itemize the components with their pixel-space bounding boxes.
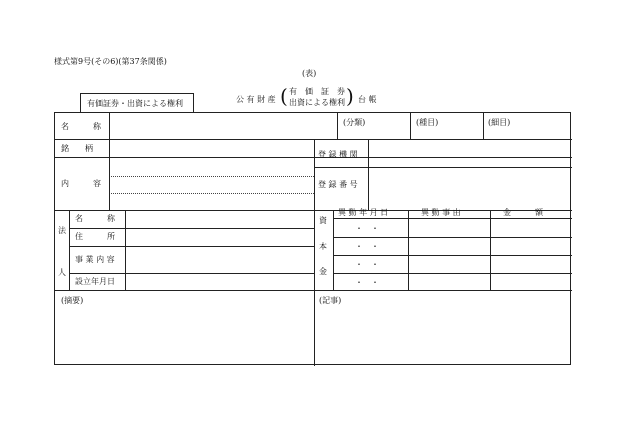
title-left: 公 有 財 産 bbox=[236, 95, 276, 104]
tab-label: 有価証券・出資による権利 bbox=[87, 99, 183, 108]
registry-org-label: 登 録 機 関 bbox=[318, 150, 358, 159]
registry-number-label: 登 録 番 号 bbox=[318, 180, 358, 189]
amount-header: 金 額 bbox=[503, 208, 543, 217]
date-placeholder: ・ ・ bbox=[355, 224, 379, 233]
change-date-header: 異 動 年 月 日 bbox=[338, 208, 389, 217]
rule bbox=[337, 113, 338, 139]
date-placeholder: ・ ・ bbox=[355, 260, 379, 269]
title-right: 台 帳 bbox=[358, 95, 377, 104]
rule bbox=[314, 139, 315, 366]
summary-label: (摘要) bbox=[61, 296, 84, 305]
content-label: 内 容 bbox=[61, 179, 101, 188]
capital-side-1: 資 bbox=[319, 216, 327, 225]
classification-label: (分類) bbox=[343, 118, 366, 127]
rule bbox=[69, 273, 314, 274]
rule bbox=[333, 210, 334, 290]
dotted-rule bbox=[109, 176, 314, 177]
title-alt-bottom: 出資による権利 bbox=[289, 98, 345, 107]
form-tab bbox=[80, 93, 194, 112]
rule bbox=[109, 113, 110, 210]
corporation-side-bottom: 人 bbox=[58, 268, 66, 277]
rule bbox=[314, 167, 572, 168]
rule bbox=[368, 139, 369, 210]
corporation-side-top: 法 bbox=[58, 226, 66, 235]
date-placeholder: ・ ・ bbox=[355, 278, 379, 287]
date-placeholder: ・ ・ bbox=[355, 242, 379, 251]
capital-side-3: 金 bbox=[319, 267, 327, 276]
rule bbox=[333, 255, 572, 256]
form-number: 様式第9号(その6)(第37条関係) bbox=[54, 57, 167, 66]
name-label: 名 称 bbox=[61, 122, 101, 131]
title-paren-close: ) bbox=[346, 84, 354, 108]
type-label: (種目) bbox=[416, 118, 439, 127]
brand-label: 銘 柄 bbox=[61, 144, 93, 153]
rule bbox=[483, 113, 484, 139]
notes-label: (記事) bbox=[319, 296, 342, 305]
rule bbox=[333, 273, 572, 274]
corp-business-label: 事 業 内 容 bbox=[75, 255, 115, 264]
corp-name-label: 名 称 bbox=[75, 214, 115, 223]
detail-label: (細目) bbox=[488, 118, 511, 127]
title-paren-open: ( bbox=[280, 84, 288, 108]
dotted-rule bbox=[109, 193, 314, 194]
title-alt-top: 有 価 証 券 bbox=[289, 87, 345, 96]
rule bbox=[410, 113, 411, 139]
rule bbox=[333, 237, 572, 238]
corp-address-label: 住 所 bbox=[75, 232, 115, 241]
rule bbox=[69, 246, 314, 247]
rule bbox=[69, 228, 314, 229]
rule bbox=[408, 210, 409, 290]
rule bbox=[69, 210, 70, 290]
front-side-label: (表) bbox=[302, 69, 317, 78]
change-reason-header: 異 動 事 由 bbox=[421, 208, 461, 217]
ledger-form bbox=[54, 112, 571, 365]
rule bbox=[333, 218, 572, 219]
capital-side-2: 本 bbox=[319, 242, 327, 251]
rule bbox=[490, 210, 491, 290]
corp-founded-label: 設立年月日 bbox=[75, 277, 115, 286]
rule bbox=[125, 210, 126, 290]
